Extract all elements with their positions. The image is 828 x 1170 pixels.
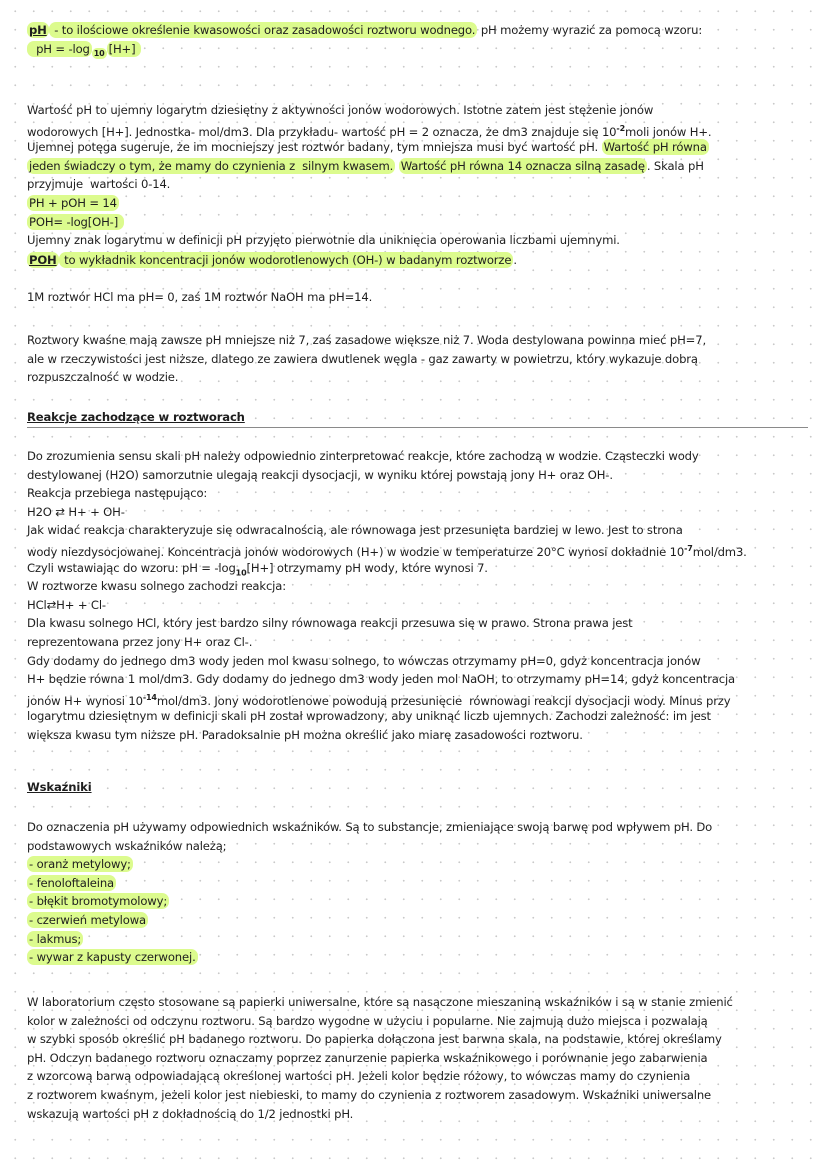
text-line (27, 911, 808, 930)
text-line (27, 1030, 808, 1049)
text-line (27, 288, 808, 307)
text-line (27, 670, 808, 689)
text-line (27, 331, 808, 350)
text-segment: H+ będzie równa 1 mol/dm3. Gdy dodamy do jednego dm3 wody jeden mol NaOH, to otrzymamy pH=14, gdyż koncentracja (27, 672, 736, 687)
text-line (27, 521, 808, 540)
text-segment: Reakcje zachodzące w roztworach (27, 410, 245, 424)
highlighted-text: to wykładnik koncentracji jonów wodorotlenowych (OH-) w badanym roztworze (60, 253, 512, 267)
poh-definition (27, 251, 808, 270)
text-line (27, 540, 808, 559)
highlighted-text: POH= -log[OH-] (29, 214, 122, 229)
text-line (27, 213, 808, 232)
text-segment: kolor w zależności od odczynu roztworu. Są bardzo wygodne w użyciu i popularne. Nie zajmują dużo miejsca i pozwalają (27, 1013, 708, 1028)
text-segment: . Skala pH (646, 158, 704, 173)
highlighted-text: 10 (93, 48, 105, 58)
heading-indicators (27, 778, 808, 797)
text-line (27, 689, 808, 708)
text-line (27, 466, 808, 485)
text-segment: z wzorcową barwą odpowiadającą określonej wartości pH. Jeżeli kolor będzie różowy, to wówczas mamy do czynienia (27, 1069, 691, 1084)
text-line (27, 368, 808, 387)
examples (27, 288, 808, 307)
highlighted-text: Wartość pH równa (603, 140, 707, 155)
text-segment: Ujemnej potęga sugeruje, że im mocniejszy jest roztwór badany, tym mniejsza musi być wartość pH. (27, 140, 602, 155)
text-segment: . (513, 253, 517, 267)
text-segment: Jak widać reakcja charakteryzuje się odwracalnością, ale równowaga jest przesunięta bardziej w lewo. Jest to strona (27, 523, 683, 538)
text-segment: -7 (684, 543, 693, 553)
acidic-basic (27, 331, 808, 387)
text-line (27, 577, 808, 596)
text-segment: jonów H+ wynosi 10 (27, 693, 143, 708)
text-line (27, 40, 808, 59)
highlighted-text: pH (29, 23, 47, 37)
heading-reactions (27, 408, 808, 427)
text-segment: Reakcja przebiega następująco: (27, 486, 208, 501)
text-segment: H2O ⇄ H+ + OH- (27, 504, 125, 519)
highlighted-text: PH + pOH = 14 (29, 195, 117, 210)
text-segment: HCl⇄H+ + Cl- (27, 597, 106, 612)
text-line (27, 855, 808, 874)
text-segment: W laboratorium często stosowane są papierki uniwersalne, które są nasączone mieszaniną wskaźników i są w stanie zmienić (27, 995, 733, 1009)
text-segment: w szybki sposób określić pH badanego roztworu. Do papierka dołączona jest barwna skala, na podstawie, której określamy (27, 1032, 722, 1047)
text-segment: ale w rzeczywistości jest niższe, dlatego ze zawiera dwutlenek węgla - gaz zawarty w powietrzu, który wykazuje dobrą (27, 351, 698, 366)
text-segment: Roztwory kwaśne mają zawsze pH mniejsze niż 7, zaś zasadowe większe niż 7. Woda destylowana powinna mieć pH=7, (27, 333, 706, 347)
text-line (27, 484, 808, 503)
text-segment: wodorowych [H+]. Jednostka- mol/dm3. Dla przykładu- wartość pH = 2 oznacza, że dm3 znajduje się 10 (27, 124, 617, 139)
text-line (27, 175, 808, 194)
indicators-text (27, 818, 808, 967)
text-segment: W roztworze kwasu solnego zachodzi reakcja: (27, 579, 286, 594)
text-line (27, 818, 808, 837)
text-line (27, 726, 808, 745)
text-segment: -2 (616, 123, 626, 133)
text-segment: 1M roztwór HCl ma pH= 0, zaś 1M roztwór NaOH ma pH=14. (27, 290, 373, 304)
text-line (27, 778, 808, 797)
text-segment: mol/dm3. Jony wodorotlenowe powodują przesunięcie równowagi reakcji dysocjacji wody. Minus przy (156, 693, 731, 708)
text-segment: -14 (142, 692, 157, 702)
highlighted-text: pH = -log (29, 41, 90, 56)
text-line (27, 408, 808, 427)
highlighted-text: - wywar z kapusty czerwonej. (29, 950, 196, 965)
text-line (27, 157, 808, 176)
text-line (27, 1049, 808, 1068)
text-segment: destylowanej (H2O) samorzutnie ulegają reakcji dysocjacji, w wyniku której powstają jony H+ oraz OH-. (27, 467, 613, 482)
text-line (27, 350, 808, 369)
text-line (27, 892, 808, 911)
text-segment: większa kwasu tym niższe pH. Paradoksalnie pH można określić jako miarę zasadowości roztworu. (27, 727, 583, 742)
text-segment: Czyli wstawiając do wzoru: pH = -log (27, 560, 236, 575)
text-segment: Ujemny znak logarytmu w definicji pH przyjęto pierwotnie dla uniknięcia operowania liczbami ujemnymi. (27, 233, 620, 248)
text-segment: Wartość pH to ujemny logarytm dziesiętny z aktywności jonów wodorowych. Istotne zatem jest stężenie jonów (27, 103, 654, 117)
text-line (27, 707, 808, 726)
text-line (27, 138, 808, 157)
text-segment: Do oznaczenia pH używamy odpowiednich wskaźników. Są to substancje, zmieniające swoją barwę pod wpływem pH. Do (27, 820, 713, 834)
ph-explanation (27, 101, 808, 250)
highlighted-text: POH (29, 253, 57, 267)
text-line (27, 101, 808, 120)
text-segment: Gdy dodamy do jednego dm3 wody jeden mol kwasu solnego, to wówczas otrzymamy pH=0, gdyż koncentracja jonów (27, 653, 701, 668)
highlighted-text: - czerwień metylowa (29, 912, 146, 927)
highlighted-text: - oranż metylowy; (29, 857, 131, 872)
reactions-text (27, 447, 808, 745)
highlighted-text: [H+] (108, 41, 140, 56)
text-segment: podstawowych wskaźników należą; (27, 838, 227, 853)
highlighted-text: - to ilościowe określenie kwasowości oraz zasadowości roztworu wodnego. (50, 23, 476, 37)
text-segment: [H+] otrzymamy pH wody, które wynosi 7. (246, 560, 488, 575)
text-line (27, 251, 808, 270)
text-segment: wody niezdysocjowanej. Koncentracja jonów wodorowych (H+) w wodzie w temperaturze 20°C wynosi dokładnie 10 (27, 544, 685, 559)
text-line (27, 930, 808, 949)
heading-divider (27, 427, 808, 428)
text-line (27, 1105, 808, 1124)
text-segment: 10 (235, 567, 247, 577)
text-line (27, 1086, 808, 1105)
text-line (27, 120, 808, 139)
laboratory-text (27, 993, 808, 1123)
text-line (27, 503, 808, 522)
text-segment: logarytmu dziesiętnym w definicji skali pH został wprowadzony, aby uniknąć liczb ujemnych. Zachodzi zależność: im jest (27, 709, 711, 724)
highlighted-text: - fenoloftaleina (29, 875, 114, 890)
text-segment: Dla kwasu solnego HCl, który jest bardzo silny równowaga reakcji przesuwa się w prawo. Strona prawa jest (27, 616, 633, 631)
text-line (27, 652, 808, 671)
text-line (27, 633, 808, 652)
text-segment: Do zrozumienia sensu skali pH należy odpowiednio zinterpretować reakcje, które zachodzą w wodzie. Cząsteczki wody (27, 449, 699, 463)
text-line (27, 993, 808, 1012)
text-line (27, 837, 808, 856)
text-segment: przyjmuje wartości 0-14. (27, 177, 171, 192)
text-line (27, 21, 808, 40)
text-line (27, 596, 808, 615)
highlighted-text: - lakmus; (29, 931, 82, 946)
highlighted-text: - błękit bromotymolowy; (29, 894, 168, 909)
text-segment: wskazują wartości pH z dokładnością do 1/2 jednostki pH. (27, 1106, 354, 1121)
text-line (27, 874, 808, 893)
highlighted-text: jeden świadczy o tym, że mamy do czynienia z silnym kwasem. (29, 158, 394, 173)
text-segment: pH możemy wyrazić za pomocą wzoru: (477, 23, 703, 37)
text-line (27, 231, 808, 250)
text-segment: rozpuszczalność w wodzie. (27, 370, 179, 385)
text-line (27, 614, 808, 633)
text-line (27, 1067, 808, 1086)
ph-definition (27, 21, 808, 58)
text-line (27, 194, 808, 213)
text-segment: z roztworem kwaśnym, jeżeli kolor jest niebieski, to mamy do czynienia z roztworem zasadowym. Wskaźniki uniwersalne (27, 1087, 712, 1102)
text-line (27, 447, 808, 466)
text-line (27, 559, 808, 578)
text-line (27, 1012, 808, 1031)
text-line (27, 948, 808, 967)
highlighted-text: Wartość pH równa 14 oznacza silną zasadę (400, 158, 645, 173)
text-segment: mol/dm3. (692, 544, 747, 559)
text-segment: Wskaźniki (27, 780, 92, 794)
text-segment: moli jonów H+. (625, 124, 712, 139)
text-segment: reprezentowana przez jony H+ oraz Cl-. (27, 634, 253, 649)
text-segment: pH. Odczyn badanego roztworu oznaczamy poprzez zanurzenie papierka wskaźnikowego i porównanie jego zabarwienia (27, 1050, 708, 1065)
